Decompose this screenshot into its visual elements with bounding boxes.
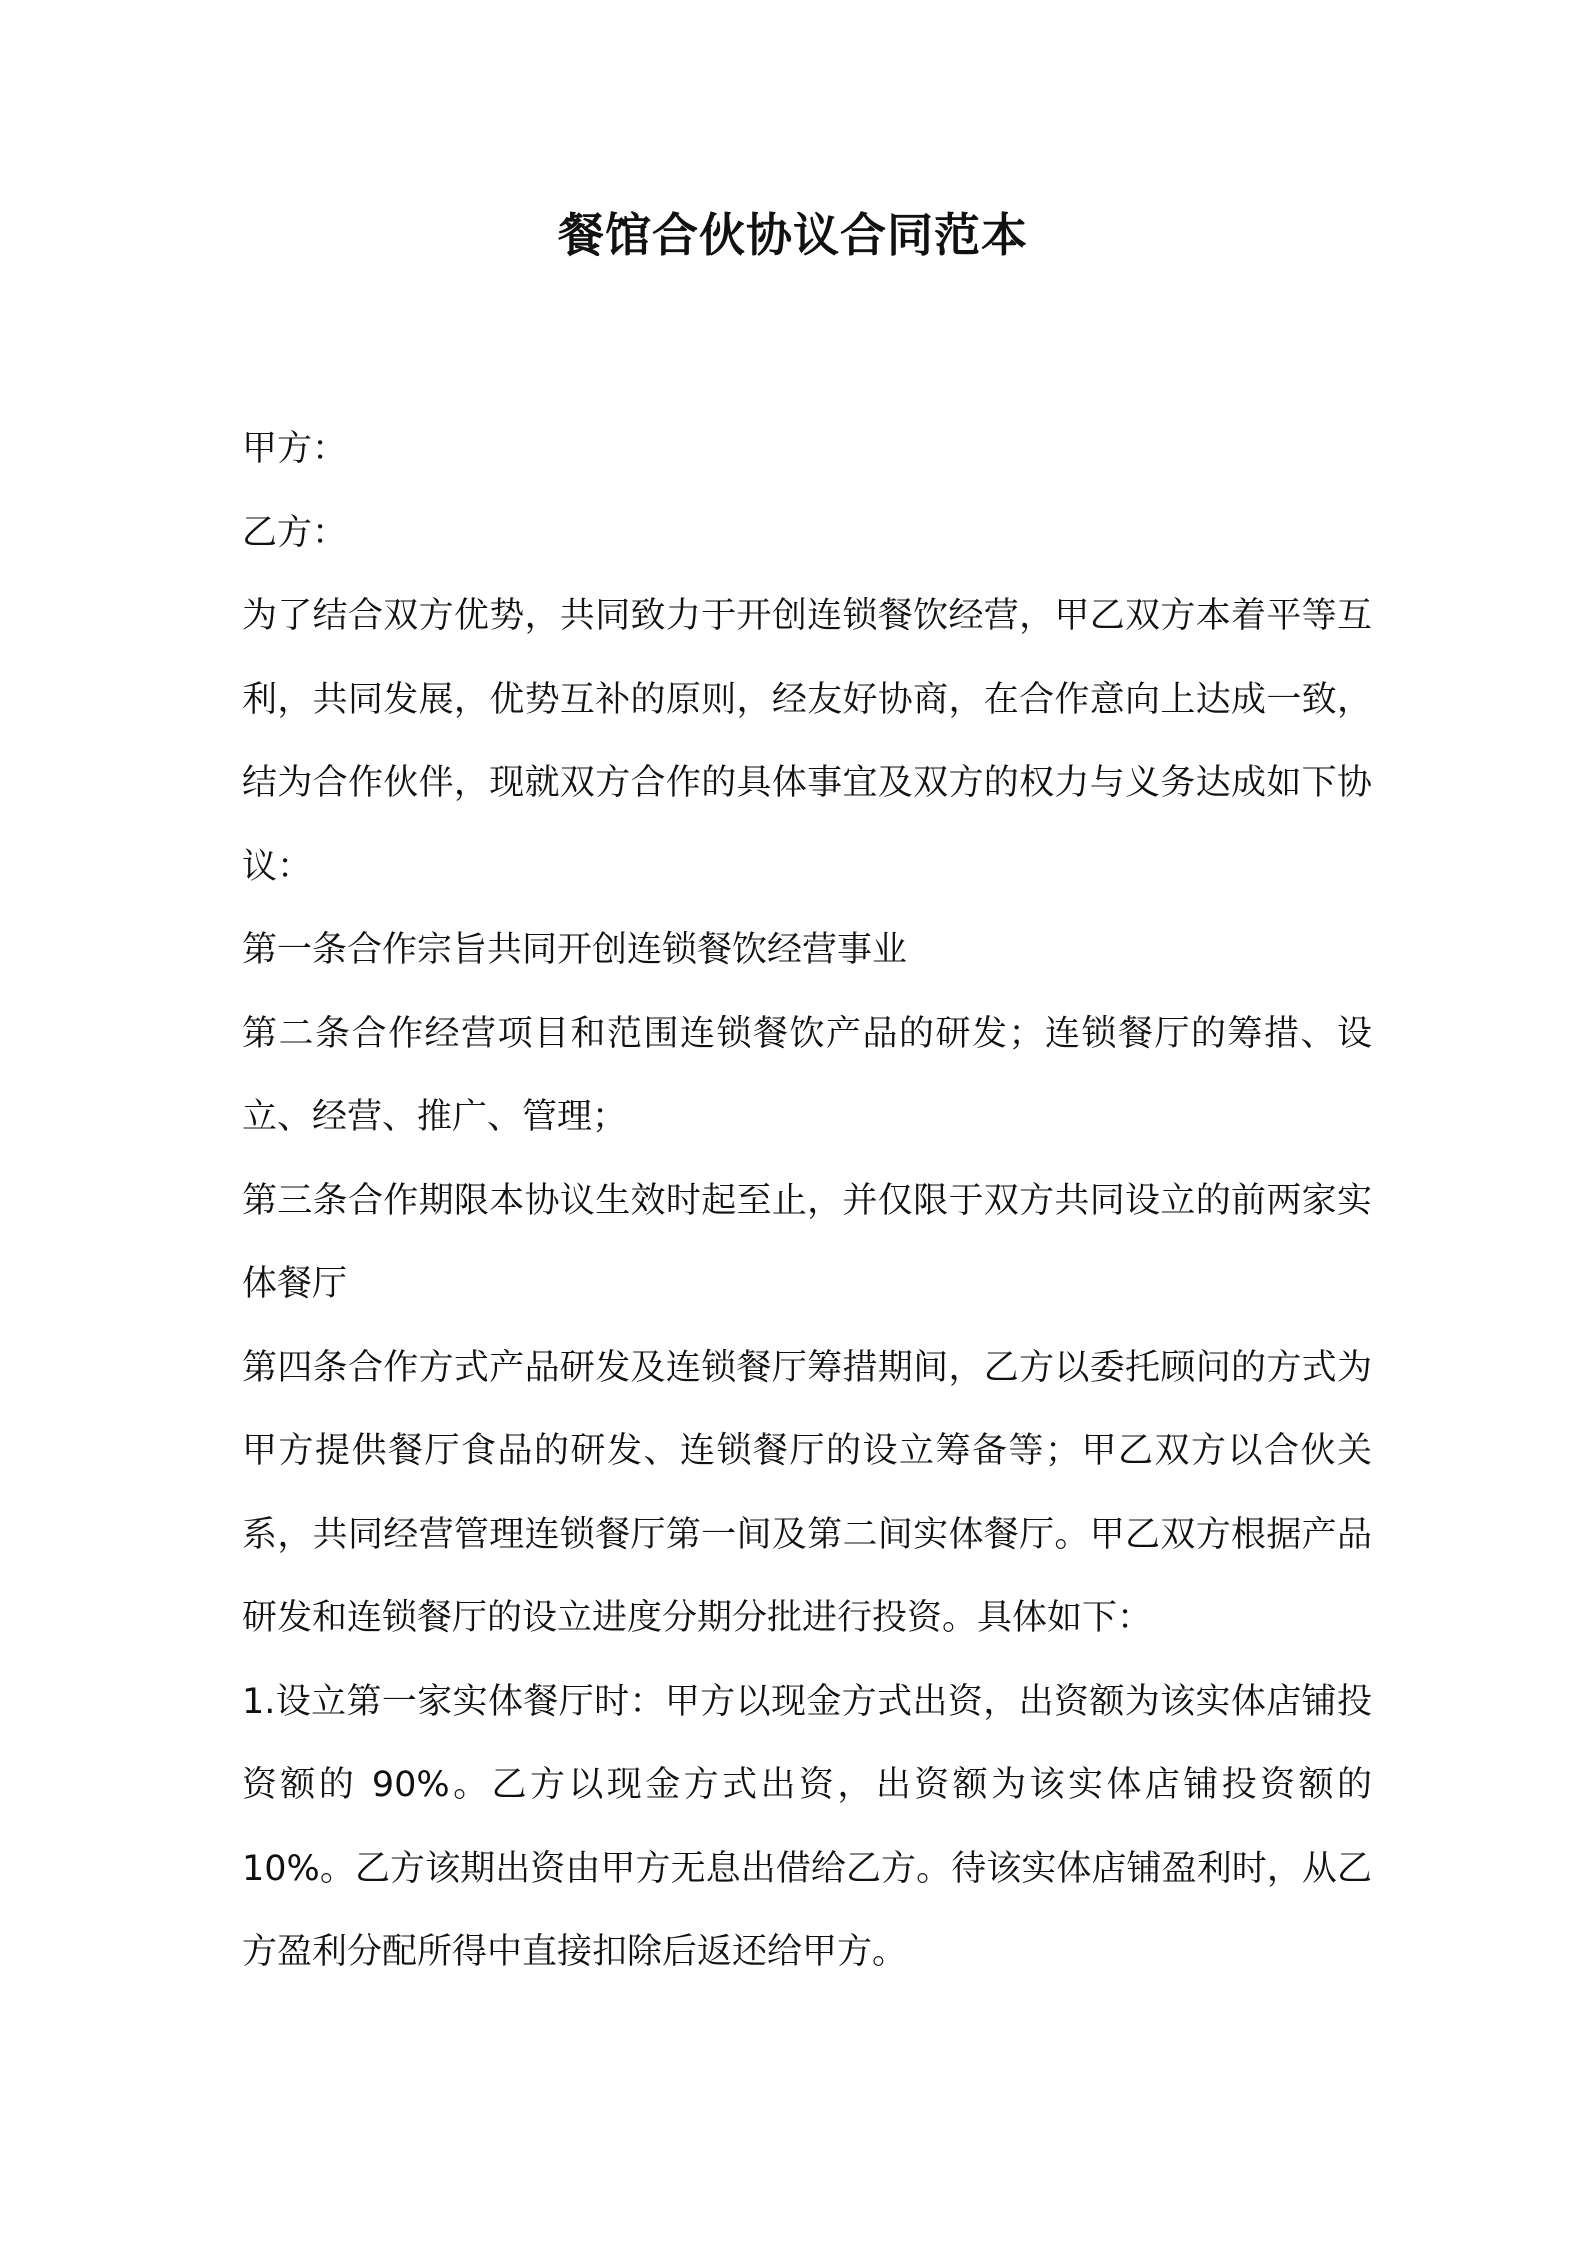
party-b-line: 乙方： bbox=[242, 512, 348, 553]
clause-1-paragraph: 1.设立第一家实体餐厅时：甲方以现金方式出资，出资额为该实体店铺投资额的 90%。乙方以现金方式出资，出资额为该实体店铺投资额的 10%。乙方该期出资由甲方无息出借给乙方。待该实体店铺盈利时，从乙方盈利分配所得中直接扣除后返还给甲方。 bbox=[242, 1681, 1372, 1972]
article-3-paragraph: 第三条合作期限本协议生效时起至止，并仅限于双方共同设立的前两家实体餐厅 bbox=[242, 1180, 1372, 1304]
document-title: 餐馆合伙协议合同范本 bbox=[558, 208, 1028, 262]
article-1-paragraph: 第一条合作宗旨共同开创连锁餐饮经营事业 bbox=[242, 930, 908, 970]
article-2-paragraph: 第二条合作经营项目和范围连锁餐饮产品的研发；连锁餐厅的筹措、设立、经营、推广、管理； bbox=[242, 1013, 1372, 1137]
article-4-paragraph: 第四条合作方式产品研发及连锁餐厅筹措期间，乙方以委托顾问的方式为甲方提供餐厅食品的研发、连锁餐厅的设立筹备等；甲乙双方以合伙关系，共同经营管理连锁餐厅第一间及第二间实体餐厅。甲乙双方根据产品研发和连锁餐厅的设立进度分期分批进行投资。具体如下： bbox=[242, 1347, 1372, 1638]
party-a-line: 甲方： bbox=[242, 429, 348, 469]
document-body bbox=[242, 408, 1372, 1995]
preamble-paragraph: 为了结合双方优势，共同致力于开创连锁餐饮经营，甲乙双方本着平等互利，共同发展，优势互补的原则，经友好协商，在合作意向上达成一致，结为合作伙伴，现就双方合作的具体事宜及双方的权力与义务达成如下协议： bbox=[242, 596, 1372, 887]
